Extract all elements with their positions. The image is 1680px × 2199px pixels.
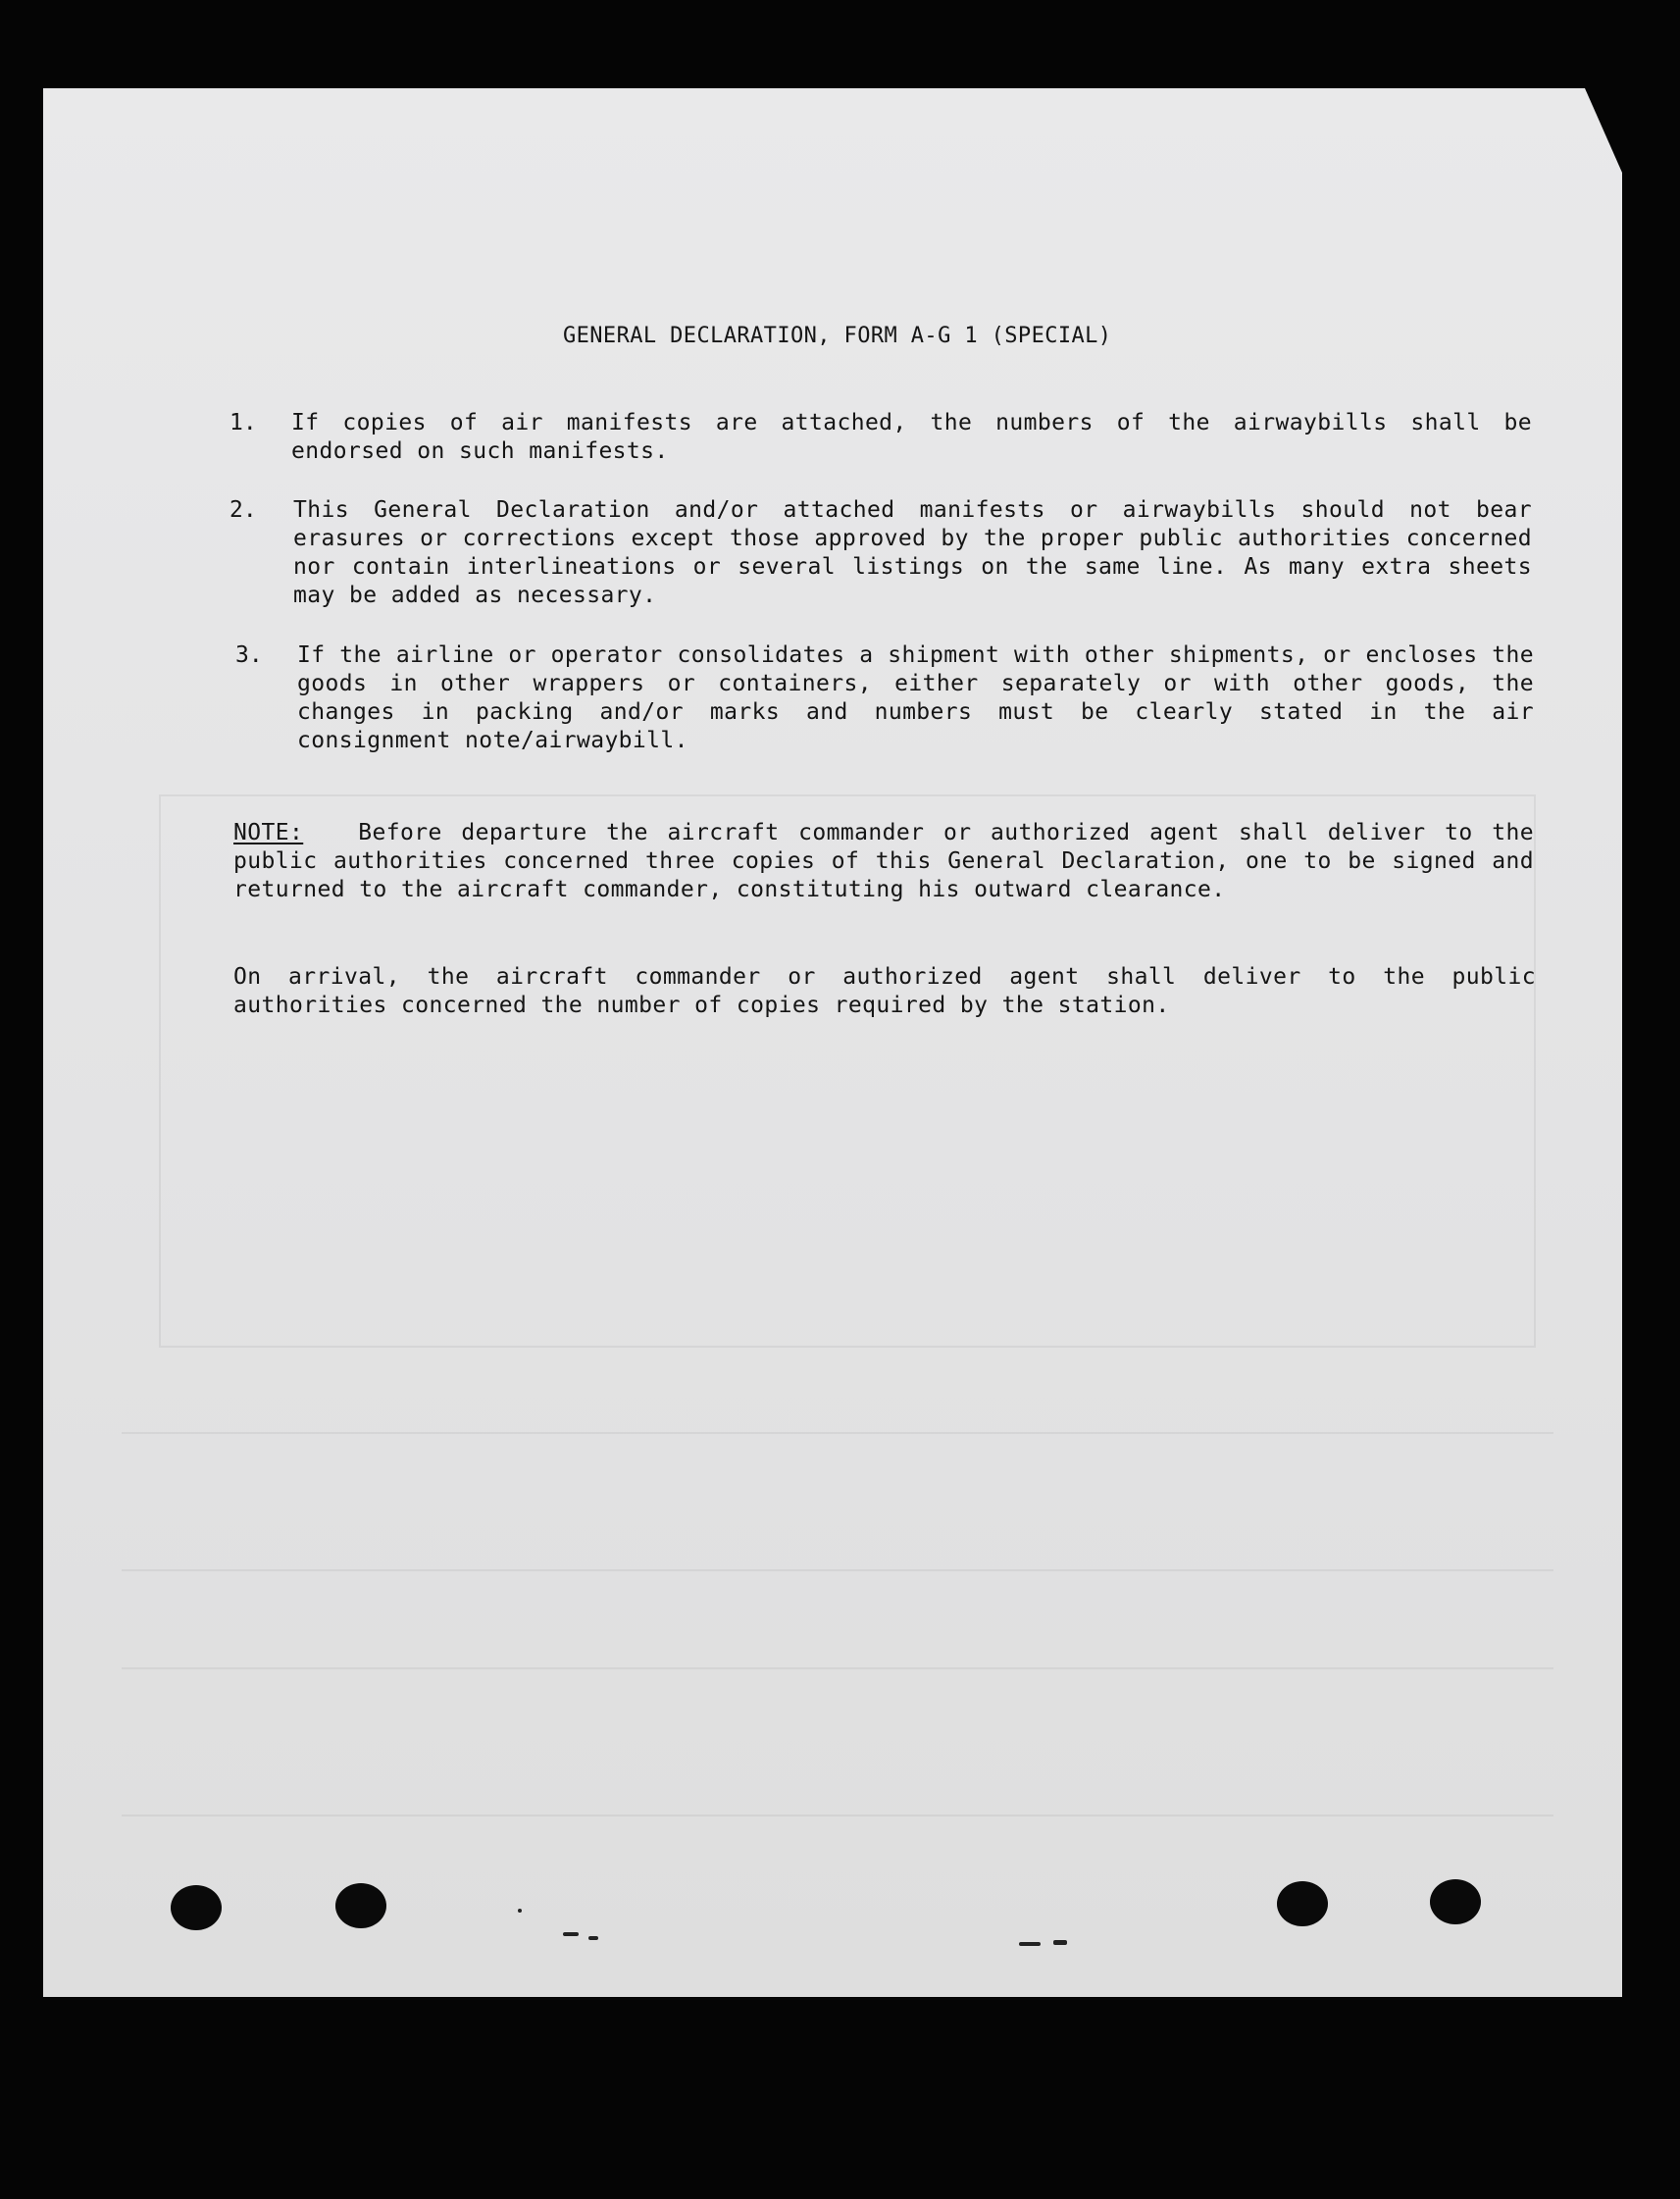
- bleed-through-rule: [122, 1432, 1553, 1434]
- punch-hole: [335, 1883, 386, 1928]
- scan-speck: [563, 1932, 579, 1936]
- punch-hole: [1430, 1879, 1481, 1924]
- scan-speck: [1053, 1940, 1067, 1945]
- instruction-item-3: If the airline or operator consolidates a shipment with other shipments, or encloses the goods in other wrappers or containers, either separately or with other goods, the changes in packing and/or marks and numbers must be clearly stated in the air consignment note/airwaybill.: [297, 642, 1534, 753]
- item-number: 2.: [229, 497, 257, 523]
- punch-hole: [1277, 1881, 1328, 1926]
- note-paragraph: [233, 819, 1534, 904]
- paper-sheet: [43, 88, 1622, 1997]
- scan-speck: [1019, 1942, 1041, 1946]
- bleed-through-rule: [122, 1667, 1553, 1669]
- scan-speck: [518, 1909, 522, 1913]
- item-number: 3.: [235, 642, 263, 668]
- note-text: Before departure the aircraft commander or authorized agent shall deliver to the public authorities concerned three copies of this General Declaration, one to be signed and returned to the aircraft commander, constituting his outward clearance.: [233, 820, 1534, 902]
- punch-hole: [171, 1885, 222, 1930]
- instruction-item-1: If copies of air manifests are attached, the numbers of the airwaybills shall be endorsed on such manifests.: [291, 410, 1532, 464]
- document-title: GENERAL DECLARATION, FORM A-G 1 (SPECIAL): [563, 324, 1112, 348]
- bleed-through-rule: [122, 1815, 1553, 1816]
- item-number: 1.: [229, 410, 257, 435]
- arrival-paragraph: On arrival, the aircraft commander or authorized agent shall deliver to the public authorities concerned the number of copies required by the station.: [233, 964, 1536, 1018]
- bleed-through-rule: [122, 1569, 1553, 1571]
- note-label: NOTE:: [233, 820, 304, 845]
- scan-speck: [588, 1936, 598, 1940]
- instruction-item-2: This General Declaration and/or attached manifests or airwaybills should not bear erasures or corrections except those approved by the proper public authorities concerned nor contain interlineations or several listings on the same line. As many extra sheets may be added as necessary.: [293, 497, 1532, 608]
